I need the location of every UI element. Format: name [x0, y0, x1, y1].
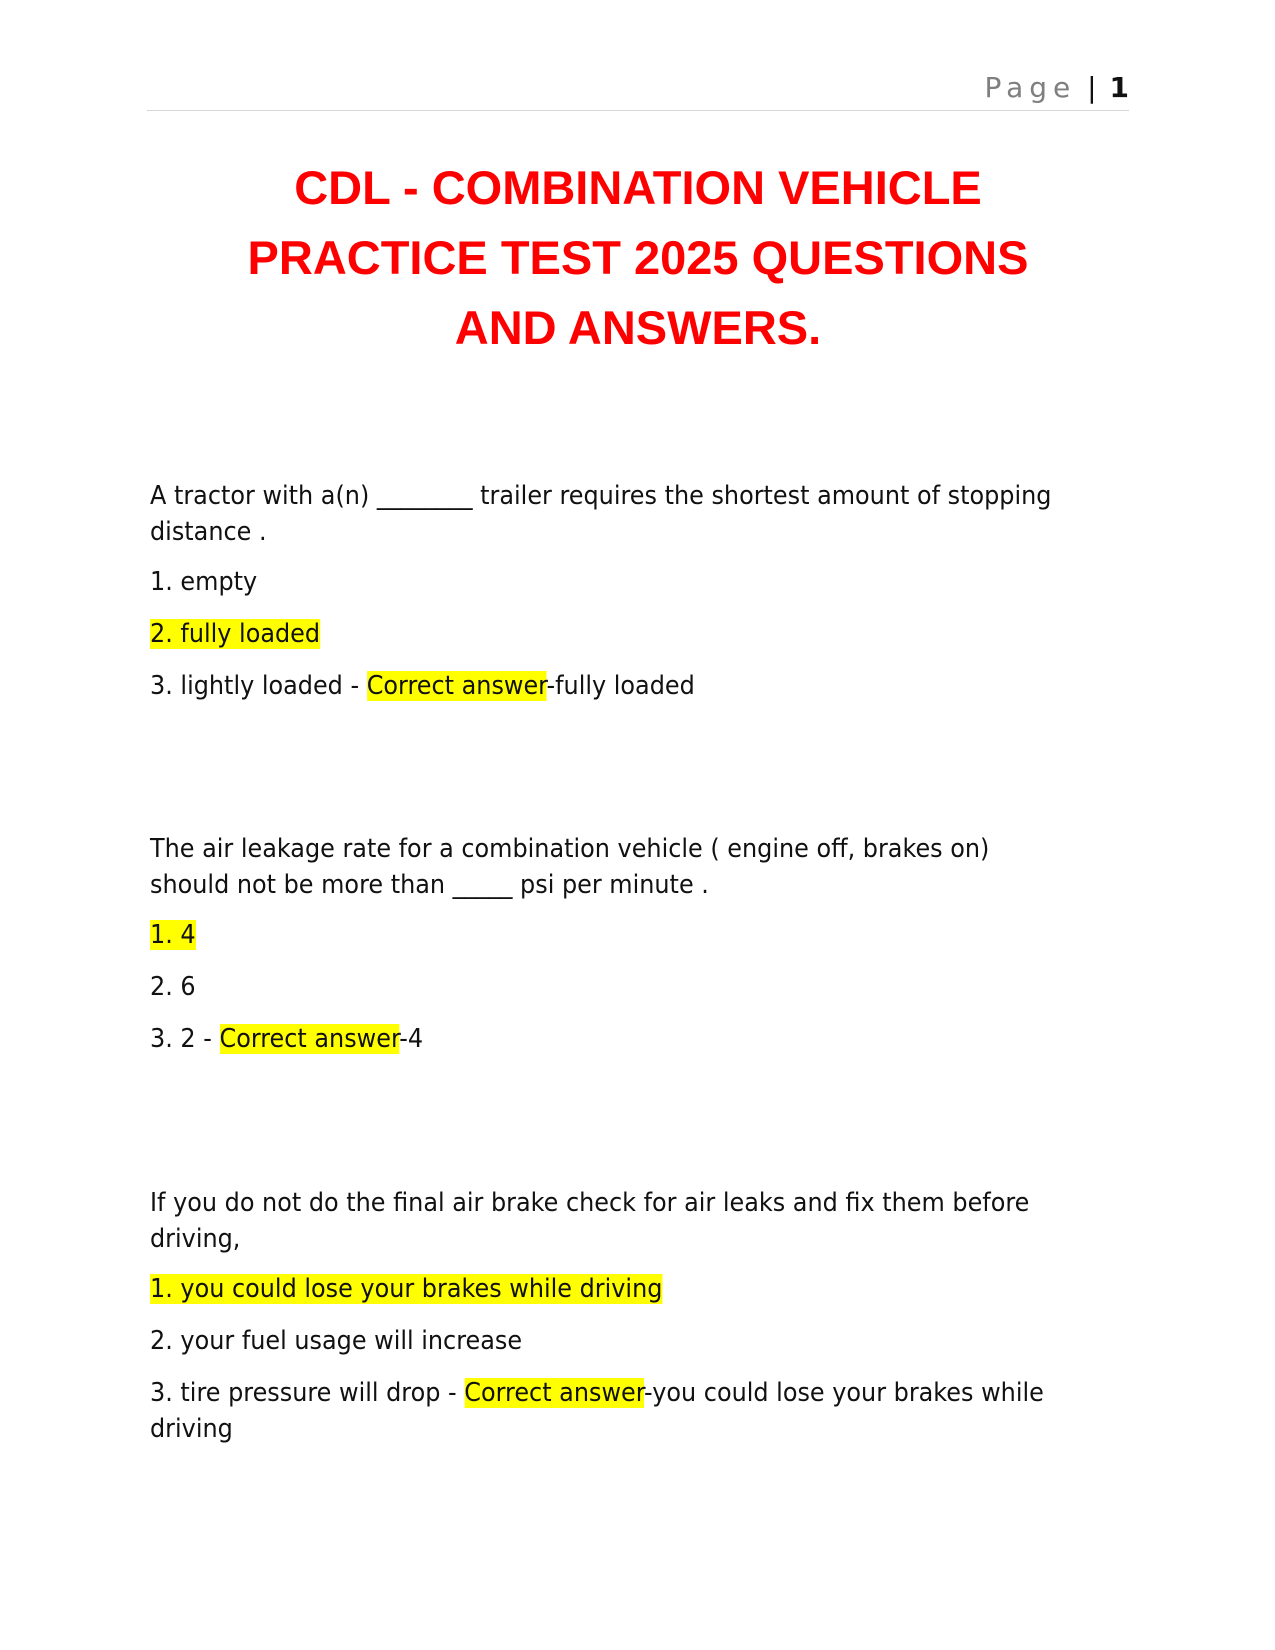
correct-answer-label: Correct answer	[464, 1378, 645, 1408]
option-2-highlighted-text: 2. fully loaded	[150, 619, 321, 649]
page-label: Page	[984, 71, 1077, 104]
correct-answer-value: -you could lose your brakes while driving	[150, 1378, 1044, 1444]
option-2-text: 2. your fuel usage will increase	[150, 1326, 523, 1356]
page-number: 1	[1109, 71, 1129, 104]
page-separator: |	[1087, 71, 1097, 104]
question-block-2	[150, 831, 1052, 1073]
option-3-text: 3. 2 -	[150, 1024, 220, 1054]
option-2	[150, 1323, 1052, 1359]
option-1	[150, 917, 1052, 953]
correct-answer-label: Correct answer	[219, 1024, 400, 1054]
title-line-2: PRACTICE TEST 2025 QUESTIONS	[247, 231, 1029, 284]
title-line-3: AND ANSWERS.	[454, 301, 822, 354]
option-2-text: 2. 6	[150, 972, 196, 1002]
page-header	[147, 72, 1129, 111]
question-text: If you do not do the final air brake check for air leaks and fix them before driving,	[150, 1188, 1030, 1254]
correct-answer-value: -fully loaded	[546, 671, 695, 701]
question-block-1	[150, 478, 1052, 720]
question-text: The air leakage rate for a combination vehicle ( engine off, brakes on) should not be more than _____ psi per minute .	[150, 834, 990, 900]
option-1	[150, 564, 1052, 600]
document-title	[147, 153, 1129, 363]
option-3-text: 3. tire pressure will drop -	[150, 1378, 465, 1408]
option-1-highlighted-text: 1. 4	[150, 920, 196, 950]
correct-answer-label: Correct answer	[366, 671, 547, 701]
option-2	[150, 616, 1052, 652]
option-1-highlighted-text: 1. you could lose your brakes while driving	[150, 1274, 663, 1304]
option-3	[150, 1375, 1052, 1447]
option-1	[150, 1271, 1052, 1307]
title-line-1: CDL - COMBINATION VEHICLE	[294, 161, 982, 214]
question-text: A tractor with a(n) ________ trailer requires the shortest amount of stopping distance .	[150, 481, 1052, 547]
option-2	[150, 969, 1052, 1005]
option-3-text: 3. lightly loaded -	[150, 671, 367, 701]
option-3	[150, 668, 1052, 704]
correct-answer-value: -4	[399, 1024, 424, 1054]
question-block-3	[150, 1185, 1052, 1463]
option-3	[150, 1021, 1052, 1057]
option-1-text: 1. empty	[150, 567, 258, 597]
